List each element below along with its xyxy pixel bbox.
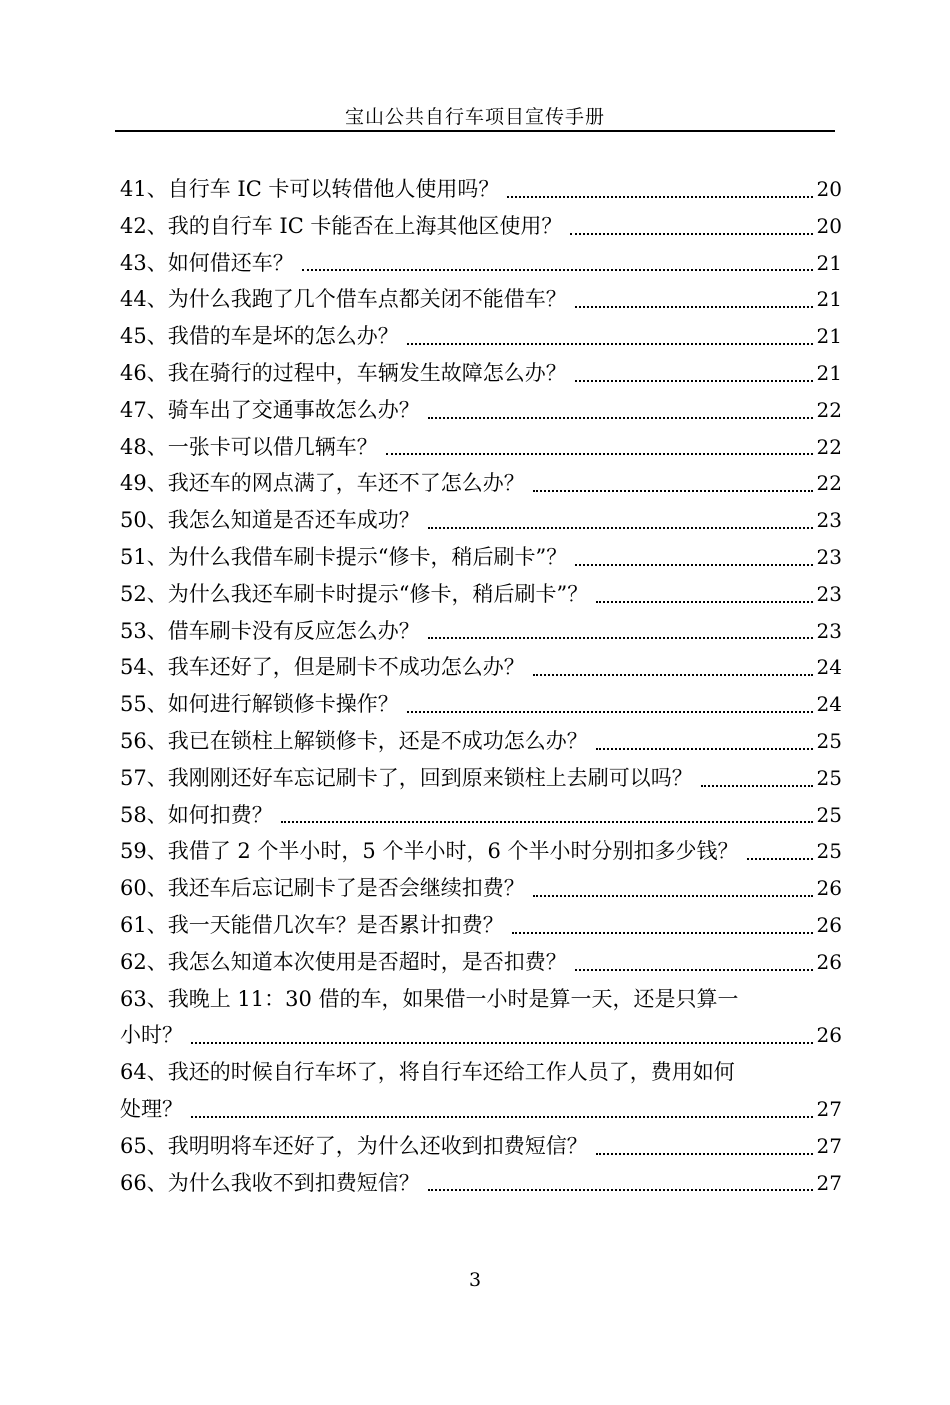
toc-entry-text-continued: 处理？ (120, 1096, 183, 1121)
dot-leader (428, 417, 813, 419)
toc-page-number: 24 (816, 655, 842, 680)
toc-page-number: 24 (816, 692, 842, 717)
toc-entry-text: 61、我一天能借几次车？是否累计扣费？ (120, 912, 504, 937)
dot-leader (507, 196, 812, 198)
dot-leader (747, 858, 813, 860)
dot-leader (302, 269, 813, 271)
toc-page-number: 23 (816, 508, 842, 533)
dot-leader (575, 969, 813, 971)
toc-entry[interactable] (120, 392, 842, 429)
toc-entry-text: 54、我车还好了，但是刷卡不成功怎么办？ (120, 655, 525, 680)
dot-leader (281, 821, 813, 823)
toc-entry-text: 52、为什么我还车刷卡时提示“修卡，稍后刷卡”？ (120, 581, 589, 606)
toc-entry-text: 43、如何借还车？ (120, 250, 294, 275)
toc-entry-text: 58、如何扣费？ (120, 802, 273, 827)
toc-entry[interactable] (120, 1165, 842, 1202)
toc-page-number: 22 (816, 397, 842, 422)
toc-page-number: 25 (816, 802, 842, 827)
toc-page-number: 26 (816, 949, 842, 974)
toc-page-number: 21 (816, 287, 842, 312)
dot-leader (533, 895, 813, 897)
toc-entry[interactable] (120, 171, 842, 208)
toc-entry-text: 51、为什么我借车刷卡提示“修卡，稍后刷卡”？ (120, 544, 568, 569)
toc-page-number: 21 (816, 324, 842, 349)
toc-entry-first-line[interactable] (120, 1054, 842, 1091)
toc-entry-text: 53、借车刷卡没有反应怎么办？ (120, 618, 420, 643)
toc-page-number: 21 (816, 250, 842, 275)
dot-leader (407, 343, 813, 345)
toc-entry[interactable] (120, 355, 842, 392)
toc-entry-text: 45、我借的车是坏的怎么办？ (120, 324, 399, 349)
toc-entry-text: 42、我的自行车 IC 卡能否在上海其他区使用？ (120, 213, 563, 238)
dot-leader (191, 1042, 813, 1044)
toc-entry-text: 65、我明明将车还好了，为什么还收到扣费短信？ (120, 1133, 588, 1158)
footer-page-number: 3 (468, 1269, 482, 1291)
toc-page-number: 26 (816, 912, 842, 937)
toc-page-number: 25 (816, 839, 842, 864)
toc-entry[interactable] (120, 429, 842, 466)
toc-entry[interactable] (120, 944, 842, 981)
toc-entry[interactable] (120, 833, 842, 870)
toc-page-number: 26 (816, 876, 842, 901)
toc-entry[interactable] (120, 649, 842, 686)
dot-leader (596, 1153, 813, 1155)
toc-entry-continuation[interactable] (120, 1017, 842, 1054)
toc-entry[interactable] (120, 1128, 842, 1165)
toc-entry[interactable] (120, 797, 842, 834)
table-of-contents (120, 171, 842, 1201)
toc-page-number: 23 (816, 581, 842, 606)
toc-entry-text: 48、一张卡可以借几辆车？ (120, 434, 378, 459)
toc-entry[interactable] (120, 870, 842, 907)
toc-entry-text: 49、我还车的网点满了，车还不了怎么办？ (120, 471, 525, 496)
toc-entry-text: 55、如何进行解锁修卡操作？ (120, 692, 399, 717)
dot-leader (533, 490, 813, 492)
toc-entry-text: 62、我怎么知道本次使用是否超时，是否扣费？ (120, 949, 567, 974)
toc-entry-text: 57、我刚刚还好车忘记刷卡了，回到原来锁柱上去刷可以吗？ (120, 765, 693, 790)
toc-entry-text: 44、为什么我跑了几个借车点都关闭不能借车？ (120, 287, 567, 312)
toc-entry[interactable] (120, 907, 842, 944)
toc-entry-text-continued: 小时？ (120, 1023, 183, 1048)
toc-entry-first-line[interactable] (120, 981, 842, 1018)
toc-entry[interactable] (120, 760, 842, 797)
toc-entry-text: 56、我已在锁柱上解锁修卡，还是不成功怎么办？ (120, 728, 588, 753)
toc-entry-continuation[interactable] (120, 1091, 842, 1128)
toc-entry[interactable] (120, 613, 842, 650)
toc-entry-text: 66、为什么我收不到扣费短信？ (120, 1170, 420, 1195)
dot-leader (428, 637, 813, 639)
toc-page-number: 23 (816, 618, 842, 643)
toc-entry-text: 46、我在骑行的过程中，车辆发生故障怎么办？ (120, 360, 567, 385)
dot-leader (407, 711, 813, 713)
header-rule (115, 130, 835, 132)
toc-page-number: 22 (816, 434, 842, 459)
toc-page-number: 25 (816, 765, 842, 790)
toc-entry-text: 64、我还的时候自行车坏了，将自行车还给工作人员了，费用如何 (120, 1060, 735, 1085)
dot-leader (191, 1116, 813, 1118)
toc-entry-text: 41、自行车 IC 卡可以转借他人使用吗？ (120, 177, 500, 201)
toc-entry[interactable] (120, 281, 842, 318)
dot-leader (428, 1189, 813, 1191)
toc-page-number: 23 (816, 544, 842, 569)
toc-entry-text: 60、我还车后忘记刷卡了是否会继续扣费？ (120, 876, 525, 901)
dot-leader (512, 932, 813, 934)
toc-entry[interactable] (120, 318, 842, 355)
dot-leader (428, 527, 813, 529)
toc-entry[interactable] (120, 245, 842, 282)
dot-leader (575, 306, 813, 308)
toc-entry[interactable] (120, 465, 842, 502)
page-header-title: 宝山公共自行车项目宣传手册 (344, 106, 605, 128)
toc-page-number: 27 (816, 1133, 842, 1158)
toc-entry-text: 63、我晚上 11：30 借的车，如果借一小时是算一天，还是只算一 (120, 986, 739, 1011)
toc-entry[interactable] (120, 576, 842, 613)
toc-page-number: 22 (816, 471, 842, 496)
toc-page-number: 27 (816, 1170, 842, 1195)
dot-leader (533, 674, 813, 676)
toc-entry-text: 47、骑车出了交通事故怎么办？ (120, 397, 420, 422)
toc-entry[interactable] (120, 539, 842, 576)
dot-leader (575, 380, 813, 382)
toc-page-number: 27 (816, 1096, 842, 1121)
toc-page-number: 26 (816, 1023, 842, 1048)
toc-page-number: 25 (816, 728, 842, 753)
toc-page-number: 20 (816, 177, 842, 201)
dot-leader (386, 453, 813, 455)
toc-page-number: 20 (816, 213, 842, 238)
toc-entry[interactable] (120, 686, 842, 723)
dot-leader (570, 233, 812, 235)
toc-entry[interactable] (120, 502, 842, 539)
toc-entry-text: 59、我借了 2 个半小时，5 个半小时，6 个半小时分别扣多少钱？ (120, 839, 739, 864)
dot-leader (596, 601, 812, 603)
toc-entry[interactable] (120, 208, 842, 245)
dot-leader (701, 785, 813, 787)
dot-leader (596, 748, 813, 750)
dot-leader (575, 564, 812, 566)
toc-page-number: 21 (816, 360, 842, 385)
toc-entry[interactable] (120, 723, 842, 760)
toc-entry-text: 50、我怎么知道是否还车成功？ (120, 508, 420, 533)
